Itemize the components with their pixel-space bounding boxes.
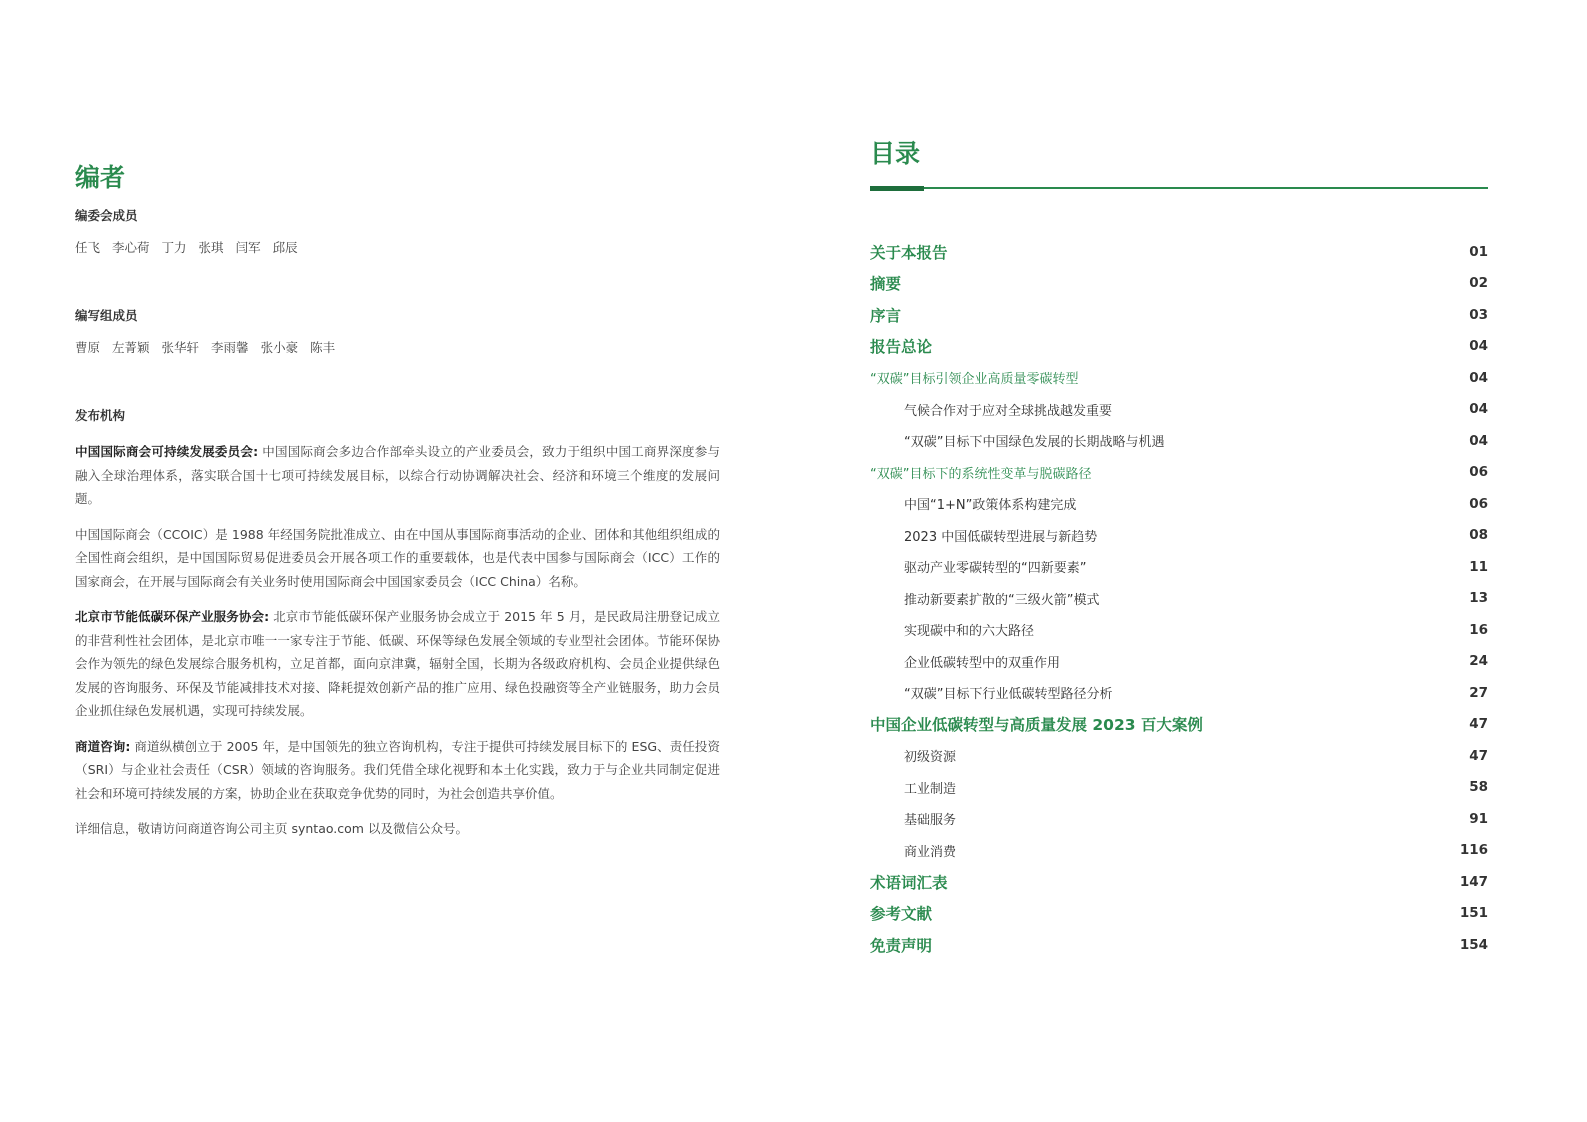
toc-entry-label: 驱动产业零碳转型的“四新要素” [904, 561, 1087, 577]
writing-group-heading: 编写组成员 [75, 308, 138, 323]
toc-entry-label: 初级资源 [904, 750, 957, 766]
toc-entry-label: 气候合作对于应对全球挑战越发重要 [904, 403, 1113, 419]
committee-heading: 编委会成员 [75, 208, 138, 223]
toc-entry[interactable] [870, 740, 1488, 772]
toc-entry-page: 47 [1469, 747, 1488, 764]
committee-name: 李心荷 [112, 240, 150, 255]
toc-section [870, 136, 1488, 955]
toc-entry-label: 序言 [870, 306, 902, 325]
toc-entry-label: 摘要 [870, 275, 902, 294]
toc-entry[interactable] [870, 835, 1488, 867]
toc-list [870, 236, 1488, 961]
writing-group-names [75, 338, 720, 356]
committee-name: 邱辰 [272, 240, 298, 255]
toc-entry-label: 报告总论 [870, 338, 933, 357]
committee-name: 闫军 [235, 240, 261, 255]
toc-entry[interactable] [870, 709, 1488, 741]
toc-entry[interactable] [870, 331, 1488, 363]
toc-entry-page: 116 [1459, 842, 1488, 859]
publisher-description: 商道纵横创立于 2005 年，是中国领先的独立咨询机构，专注于提供可持续发展目标下的 ESG、责任投资（SRI）与企业社会责任（CSR）领域的咨询服务。我们凭借全球化视野和本土化实践，致力于与企业共同制定促进社会和环境可持续发展的方案，协助企业在获取竞争优势的同时，为社会创造共享价值。 [75, 738, 721, 801]
toc-entry[interactable] [870, 299, 1488, 331]
toc-entry-label: 实现碳中和的六大路径 [904, 624, 1035, 640]
writing-group-name: 曹原 [75, 340, 101, 355]
toc-entry-label: “双碳”目标引领企业高质量零碳转型 [870, 372, 1079, 388]
toc-entry[interactable] [870, 520, 1488, 552]
publisher-name: 中国国际商会可持续发展委员会: [75, 444, 259, 459]
toc-entry[interactable] [870, 929, 1488, 961]
toc-entry[interactable] [870, 866, 1488, 898]
writing-group-name: 左菁颖 [112, 340, 150, 355]
toc-entry-page: 06 [1469, 495, 1488, 512]
toc-entry-page: 04 [1469, 338, 1488, 355]
toc-entry[interactable] [870, 551, 1488, 583]
publisher-paragraph-syntao [75, 735, 720, 806]
toc-entry-label: 2023 中国低碳转型进展与新趋势 [904, 529, 1098, 545]
toc-entry-page: 04 [1469, 432, 1488, 449]
writing-group-name: 陈丰 [310, 340, 336, 355]
toc-entry-page: 91 [1469, 810, 1488, 827]
more-info-text: 详细信息，敬请访问商道咨询公司主页 syntao.com 以及微信公众号。 [75, 821, 468, 836]
publisher-name: 商道咨询: [75, 738, 131, 754]
toc-entry-label: “双碳”目标下中国绿色发展的长期战略与机遇 [904, 435, 1165, 451]
publishers-heading: 发布机构 [75, 408, 126, 423]
toc-entry[interactable] [870, 646, 1488, 678]
toc-entry-label: 参考文献 [870, 905, 933, 924]
publisher-paragraph-ccoic-committee [75, 440, 720, 511]
publisher-name: 北京市节能低碳环保产业服务协会: [75, 609, 270, 624]
toc-entry-page: 151 [1459, 905, 1488, 922]
toc-entry-page: 16 [1469, 621, 1488, 638]
writing-group-name: 李雨馨 [211, 340, 249, 355]
toc-entry-label: “双碳”目标下行业低碳转型路径分析 [904, 687, 1113, 703]
toc-entry-page: 04 [1469, 401, 1488, 418]
toc-entry-page: 154 [1459, 936, 1488, 953]
more-info-paragraph [75, 817, 720, 841]
publisher-paragraph-beijing-association [75, 605, 720, 723]
toc-entry-page: 11 [1469, 558, 1488, 575]
toc-entry[interactable] [870, 362, 1488, 394]
toc-entry-label: 推动新要素扩散的“三级火箭”模式 [904, 592, 1100, 608]
writing-group-name: 张小豪 [260, 340, 299, 355]
toc-entry-label: 商业消费 [904, 844, 957, 860]
toc-entry-page: 04 [1469, 369, 1488, 386]
toc-entry[interactable] [870, 236, 1488, 268]
toc-entry-page: 08 [1469, 527, 1488, 544]
toc-entry-label: 免责声明 [870, 936, 933, 955]
toc-entry-label: 工业制造 [904, 781, 957, 797]
publisher-description: 中国国际商会（CCOIC）是 1988 年经国务院批准成立、由在中国从事国际商事活动的企业、团体和其他组织组成的全国性商会组织，是中国国际贸易促进委员会开展各项工作的重要载体，也是代表中国参与国际商会（ICC）工作的国家商会，在开展与国际商会有关业务时使用国际商会中国国家委员会（ICC China）名称。 [75, 526, 720, 589]
writing-group-name: 张华轩 [161, 340, 200, 355]
toc-title-divider [870, 186, 1488, 190]
divider-accent [870, 186, 924, 191]
toc-entry-page: 06 [1469, 464, 1488, 481]
toc-entry-page: 01 [1469, 243, 1488, 260]
toc-entry[interactable] [870, 803, 1488, 835]
committee-names [75, 238, 720, 256]
toc-entry-label: 企业低碳转型中的双重作用 [904, 655, 1061, 671]
toc-entry-page: 24 [1469, 653, 1488, 670]
editors-section [75, 160, 720, 841]
editors-title: 编者 [75, 163, 126, 192]
toc-entry[interactable] [870, 614, 1488, 646]
publisher-description: 北京市节能低碳环保产业服务协会成立于 2015 年 5 月，是民政局注册登记成立的非营利性社会团体，是北京市唯一一家专注于节能、低碳、环保等绿色发展全领域的专业型社会团体。节能环保协会作为领先的绿色发展综合服务机构，立足首都，面向京津冀，辐射全国，长期为各级政府机构、会员企业提供绿色发展的咨询服务、环保及节能减排技术对接、降耗提效创新产品的推广应用、绿色投融资等全产业链服务，助力会员企业抓住绿色发展机遇，实现可持续发展。 [75, 609, 720, 718]
toc-entry-page: 27 [1469, 684, 1488, 701]
toc-entry[interactable] [870, 772, 1488, 804]
toc-entry-page: 47 [1469, 716, 1488, 733]
toc-entry-page: 13 [1469, 590, 1488, 607]
toc-entry-label: 术语词汇表 [870, 873, 948, 892]
publisher-description: 中国国际商会多边合作部牵头设立的产业委员会，致力于组织中国工商界深度参与融入全球治理体系，落实联合国十七项可持续发展目标，以综合行动协调解决社会、经济和环境三个维度的发展问题。 [75, 444, 721, 506]
toc-entry-page: 58 [1469, 779, 1488, 796]
toc-entry-label: “双碳”目标下的系统性变革与脱碳路径 [870, 466, 1092, 482]
toc-entry[interactable] [870, 583, 1488, 615]
toc-entry[interactable] [870, 898, 1488, 930]
toc-entry[interactable] [870, 425, 1488, 457]
toc-entry-label: 基础服务 [904, 813, 957, 829]
toc-entry-label: 关于本报告 [870, 243, 948, 262]
toc-entry[interactable] [870, 488, 1488, 520]
toc-entry-label: 中国“1+N”政策体系构建完成 [904, 498, 1077, 514]
toc-entry[interactable] [870, 394, 1488, 426]
divider-line [870, 187, 1488, 189]
toc-entry-page: 147 [1459, 873, 1488, 890]
committee-name: 张琪 [198, 240, 224, 255]
committee-name: 任飞 [75, 240, 101, 255]
toc-entry-label: 中国企业低碳转型与高质量发展 2023 百大案例 [870, 716, 1203, 735]
toc-entry[interactable] [870, 268, 1488, 300]
toc-entry-page: 02 [1469, 275, 1488, 292]
publisher-paragraph-ccoic [75, 523, 720, 594]
committee-name: 丁力 [161, 240, 187, 255]
toc-entry[interactable] [870, 457, 1488, 489]
toc-title: 目录 [870, 139, 921, 168]
toc-entry[interactable] [870, 677, 1488, 709]
toc-entry-page: 03 [1469, 306, 1488, 323]
